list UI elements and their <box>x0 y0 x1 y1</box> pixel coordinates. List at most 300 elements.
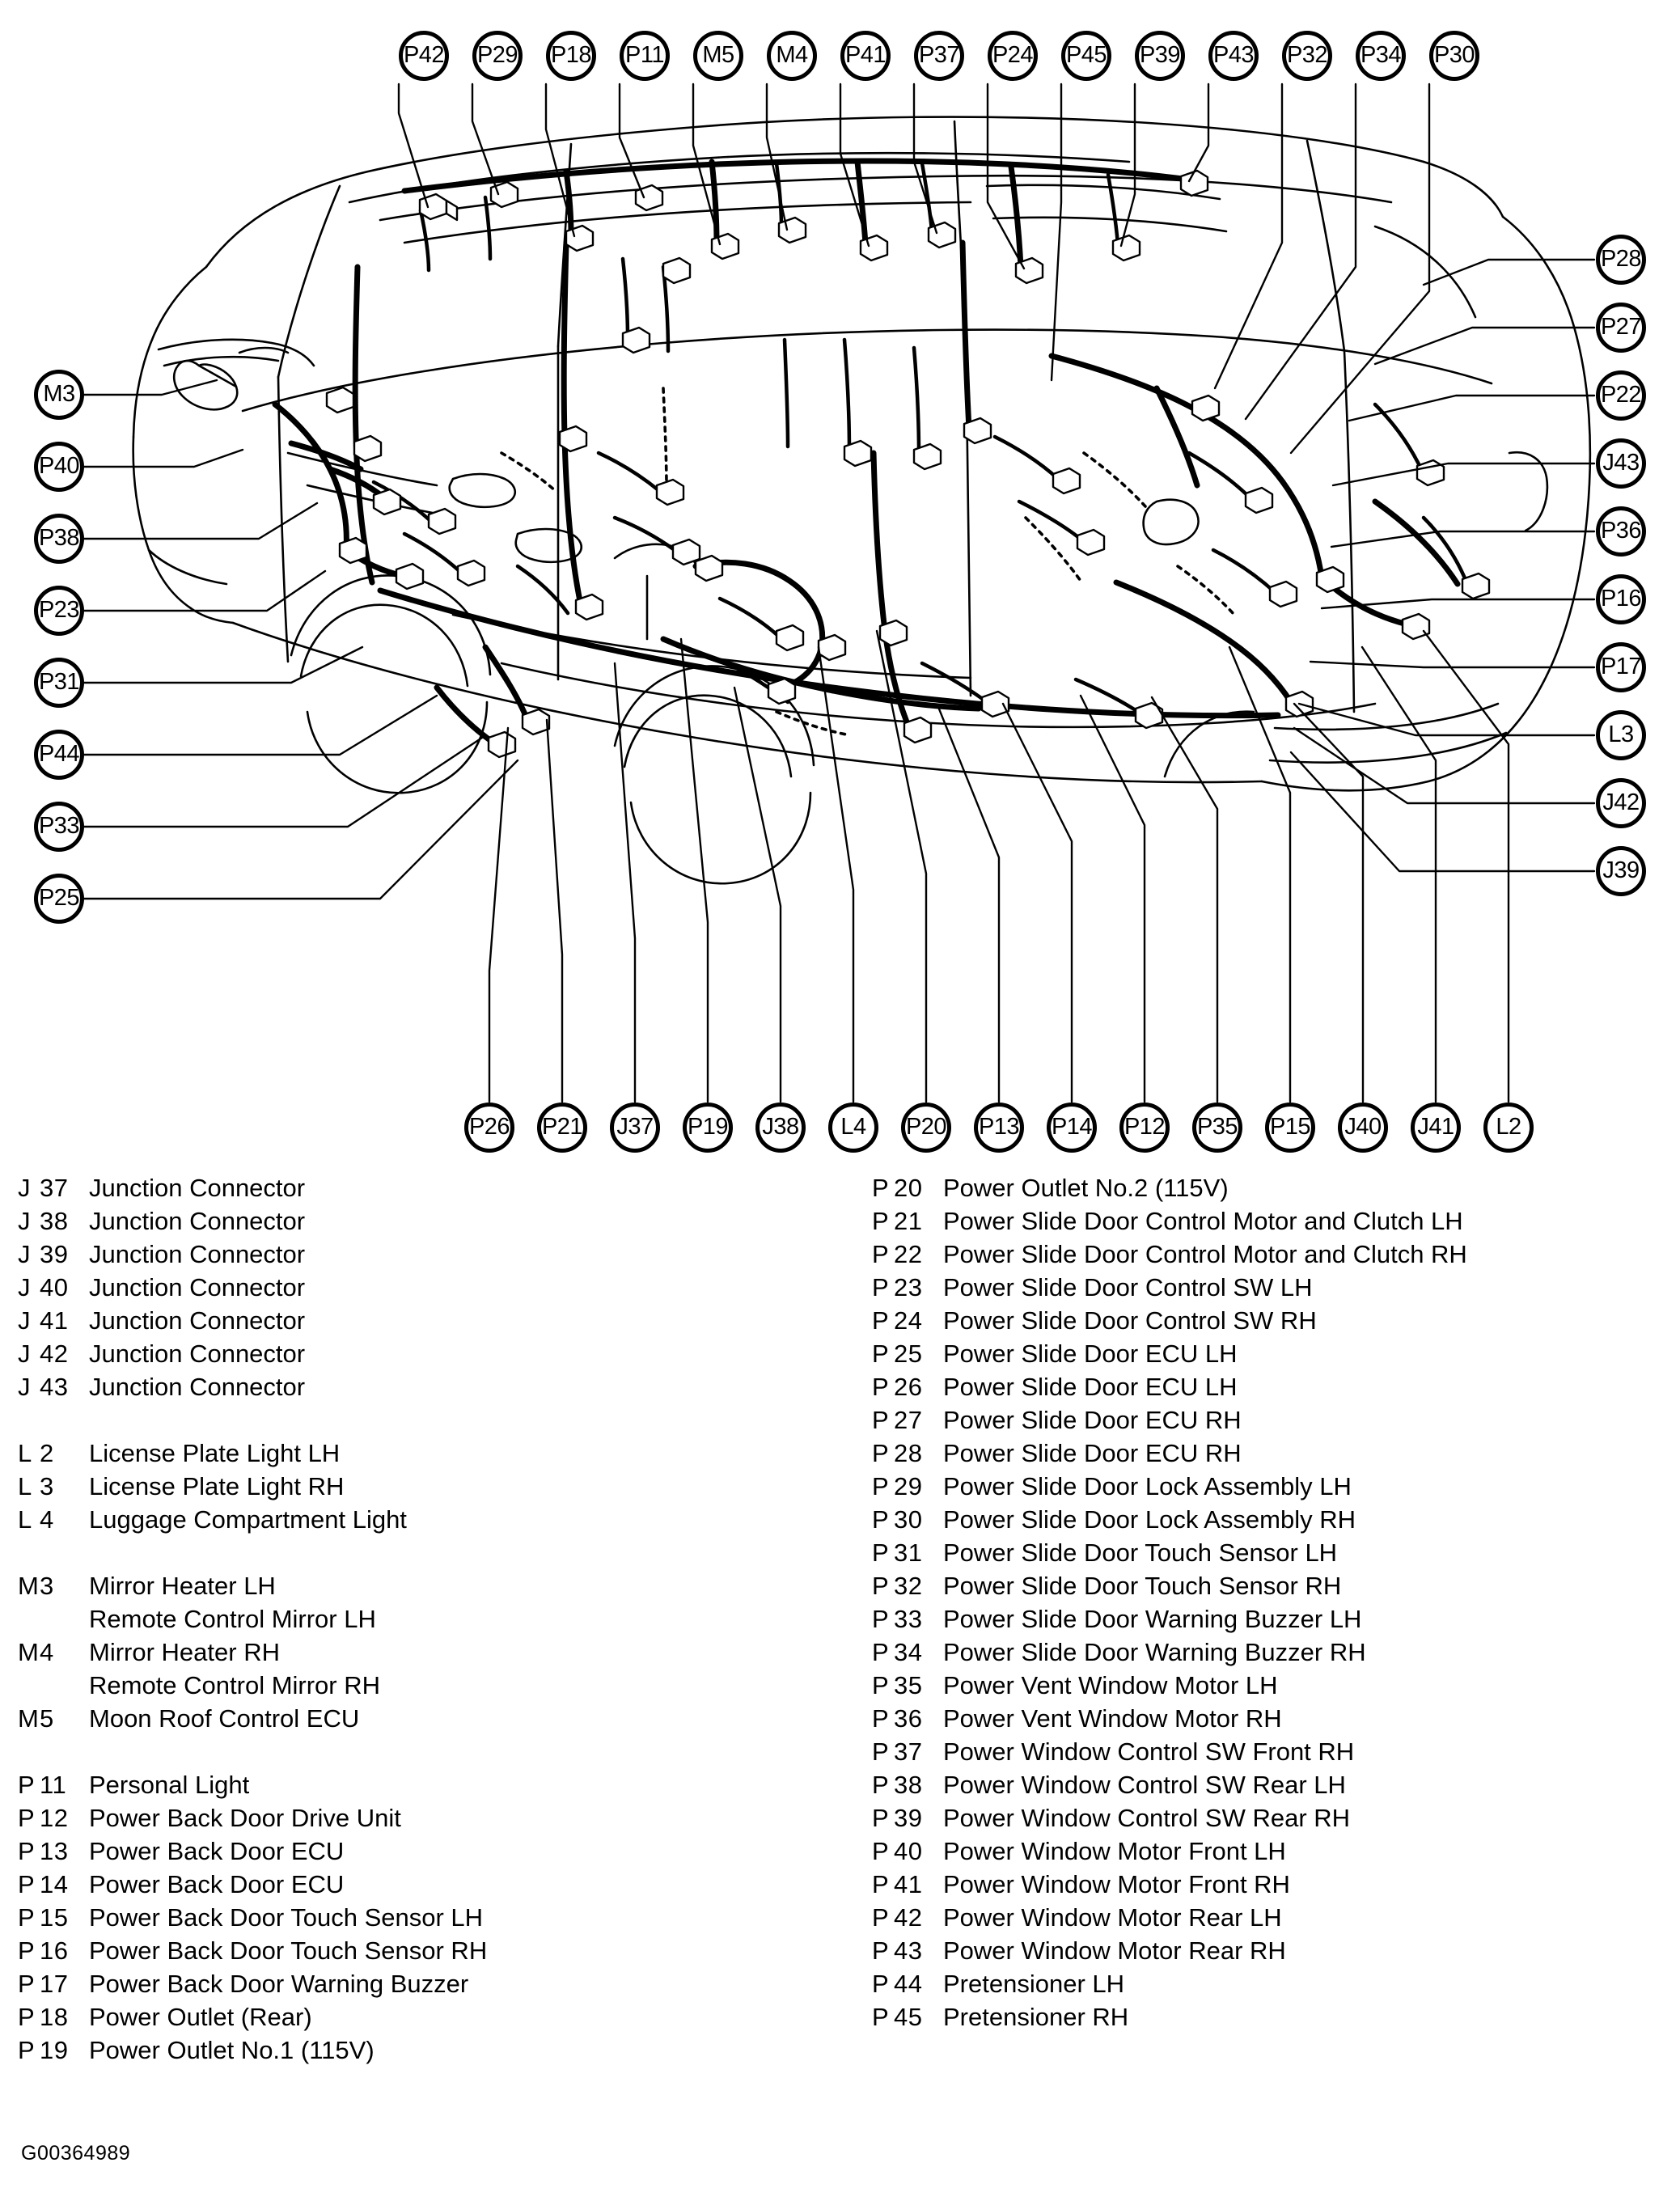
legend-code-letter: P <box>872 1472 890 1500</box>
legend-row <box>18 1801 843 1835</box>
legend-row-code <box>872 2000 943 2034</box>
callout-bubble-p44[interactable] <box>34 730 84 780</box>
legend-row-description: Pretensioner LH <box>943 1970 1125 1998</box>
document-code: G00364989 <box>21 2142 131 2165</box>
callout-bubble-label: M5 <box>702 41 734 68</box>
legend-code-letter: P <box>18 2003 36 2031</box>
legend-row-code <box>18 1370 89 1403</box>
legend-code-number: 11 <box>40 1771 67 1799</box>
callout-bubble-j43[interactable] <box>1596 438 1646 489</box>
legend-row <box>872 2000 1680 2034</box>
callout-bubble-label: J40 <box>1344 1113 1382 1140</box>
legend-row <box>18 1470 843 1503</box>
legend-row-description: License Plate Light RH <box>89 1472 345 1500</box>
legend-row-code <box>18 1437 89 1470</box>
legend-code-number: 27 <box>894 1406 923 1434</box>
legend-row <box>18 1702 843 1735</box>
callout-bubble-label: M4 <box>776 41 808 68</box>
legend-code-number: 37 <box>40 1174 69 1202</box>
callout-bubble-label: P25 <box>38 884 80 911</box>
callout-bubble-j37[interactable] <box>610 1102 660 1153</box>
callout-bubble-m5[interactable] <box>693 31 743 81</box>
legend-code-letter: P <box>18 1936 36 1965</box>
legend-row <box>872 1868 1680 1901</box>
legend-column-right <box>872 1171 1680 2034</box>
legend-row-code <box>18 1171 89 1204</box>
legend-code-letter: P <box>18 1870 36 1898</box>
legend-row <box>18 1238 843 1271</box>
callout-bubble-j39[interactable] <box>1596 846 1646 896</box>
callout-bubble-label: J38 <box>762 1113 799 1140</box>
legend-row-description: Remote Control Mirror RH <box>89 1671 381 1699</box>
legend-column-left <box>18 1171 843 2067</box>
legend-row-code <box>872 1370 943 1403</box>
legend-code-letter: P <box>872 1306 890 1335</box>
legend-row-description: Personal Light <box>89 1771 250 1799</box>
legend-code-number: 2 <box>40 1439 54 1467</box>
callout-bubble-p18[interactable] <box>546 31 596 81</box>
legend-code-letter: P <box>872 1572 890 1600</box>
legend-code-letter: P <box>872 1439 890 1467</box>
legend-row-code <box>872 1470 943 1503</box>
legend-code-number: 21 <box>894 1207 923 1235</box>
legend-row <box>18 1271 843 1304</box>
callout-bubble-label: P20 <box>905 1113 947 1140</box>
legend-row-description: Power Back Door Touch Sensor LH <box>89 1903 484 1932</box>
legend-row <box>18 1835 843 1868</box>
legend-code-number: 19 <box>40 2036 69 2064</box>
legend-code-letter: P <box>872 1538 890 1567</box>
legend-code-letter: J <box>18 1306 31 1335</box>
legend-row-code <box>872 1304 943 1337</box>
legend-row-code <box>872 1702 943 1735</box>
legend-row <box>872 1470 1680 1503</box>
legend-code-number: 26 <box>894 1373 923 1401</box>
legend-row-code <box>18 1337 89 1370</box>
legend-code-number: 41 <box>894 1870 923 1898</box>
legend-row-code <box>872 1801 943 1835</box>
legend-row <box>18 1636 843 1669</box>
legend-row-code <box>872 1238 943 1271</box>
legend-row-code <box>18 1636 89 1669</box>
legend-code-number: 34 <box>894 1638 923 1666</box>
legend-row <box>872 1835 1680 1868</box>
callout-bubble-label: P11 <box>625 41 664 68</box>
legend-spacer <box>18 1735 843 1768</box>
callout-bubble-p13[interactable] <box>974 1102 1024 1153</box>
legend-row <box>872 1403 1680 1437</box>
legend-row-code <box>18 1967 89 2000</box>
legend-code-letter: J <box>18 1240 31 1268</box>
callout-bubble-p24[interactable] <box>988 31 1038 81</box>
legend-row-code <box>872 1669 943 1702</box>
legend-spacer <box>18 1403 843 1437</box>
legend-row-code <box>872 1868 943 1901</box>
callout-bubble-p30[interactable] <box>1429 31 1479 81</box>
legend-code-number: 41 <box>40 1306 69 1335</box>
callout-bubble-j38[interactable] <box>755 1102 806 1153</box>
legend-code-number: 25 <box>894 1340 923 1368</box>
legend-code-letter: P <box>872 1671 890 1699</box>
legend-row-description: Pretensioner RH <box>943 2003 1129 2031</box>
legend-row-code <box>872 1536 943 1569</box>
legend-code-number: 5 <box>40 1704 54 1733</box>
legend-row-description: Remote Control Mirror LH <box>89 1605 376 1633</box>
legend-row-code <box>18 2034 89 2067</box>
legend-row-code <box>18 1470 89 1503</box>
legend-code-number: 18 <box>40 2003 69 2031</box>
callout-bubble-label: P37 <box>918 41 960 68</box>
legend-row-description: Power Window Control SW Rear LH <box>943 1771 1346 1799</box>
legend-code-letter: P <box>872 1638 890 1666</box>
callout-bubble-label: P18 <box>550 41 592 68</box>
legend-row-code <box>872 1569 943 1602</box>
callout-bubble-p23[interactable] <box>34 586 84 636</box>
legend-row-description: Power Back Door ECU <box>89 1837 345 1865</box>
callout-bubble-p36[interactable] <box>1596 506 1646 557</box>
legend-row-description: Power Slide Door Lock Assembly LH <box>943 1472 1352 1500</box>
legend-code-letter: J <box>18 1373 31 1401</box>
legend-code-number: 13 <box>40 1837 69 1865</box>
legend-code-number: 31 <box>894 1538 923 1567</box>
callout-bubble-label: J41 <box>1417 1113 1454 1140</box>
legend-row <box>872 1934 1680 1967</box>
legend-row <box>872 1636 1680 1669</box>
legend-row-description: Mirror Heater LH <box>89 1572 276 1600</box>
legend-row-description: Power Back Door Drive Unit <box>89 1804 401 1832</box>
legend-code-letter: P <box>872 1240 890 1268</box>
legend-row-description: Power Outlet (Rear) <box>89 2003 312 2031</box>
legend-row-code <box>18 1835 89 1868</box>
callout-bubble-p19[interactable] <box>683 1102 733 1153</box>
legend-row <box>872 1271 1680 1304</box>
legend-row <box>18 1602 843 1636</box>
legend-row-description: Power Window Motor Rear RH <box>943 1936 1286 1965</box>
legend-code-number: 40 <box>894 1837 923 1865</box>
legend-row-description: Luggage Compartment Light <box>89 1505 407 1534</box>
callout-bubble-label: P44 <box>38 740 80 767</box>
legend-code-number: 36 <box>894 1704 923 1733</box>
legend-row <box>872 1238 1680 1271</box>
legend-code-letter: P <box>872 1936 890 1965</box>
legend-row <box>872 1304 1680 1337</box>
callout-bubble-label: P30 <box>1433 41 1475 68</box>
legend-row-code <box>872 1768 943 1801</box>
legend-row <box>18 1934 843 1967</box>
legend-row-description: Power Slide Door Control Motor and Clutch RH <box>943 1240 1467 1268</box>
legend-row-description: Power Window Control SW Rear RH <box>943 1804 1351 1832</box>
legend-row <box>18 1669 843 1702</box>
callout-bubble-p14[interactable] <box>1047 1102 1097 1153</box>
legend-row-code <box>872 1171 943 1204</box>
legend-row <box>18 1171 843 1204</box>
callout-bubble-label: P41 <box>844 41 887 68</box>
legend-row-description: Power Back Door Touch Sensor RH <box>89 1936 488 1965</box>
legend-code-number: 44 <box>894 1970 923 1998</box>
legend-row <box>872 1967 1680 2000</box>
legend-row-description: Power Slide Door ECU RH <box>943 1439 1242 1467</box>
legend-code-letter: J <box>18 1273 31 1301</box>
legend-row-description: Power Outlet No.2 (115V) <box>943 1174 1229 1202</box>
callout-bubble-label: P29 <box>476 41 518 68</box>
callout-bubble-label: P23 <box>38 596 80 623</box>
callout-bubble-l3[interactable] <box>1596 710 1646 760</box>
legend-row-code <box>872 1271 943 1304</box>
legend-row-code <box>18 1934 89 1967</box>
legend-row <box>18 1337 843 1370</box>
legend-row-description: Power Slide Door Warning Buzzer LH <box>943 1605 1362 1633</box>
callout-bubble-label: P31 <box>38 668 80 695</box>
legend-code-letter: P <box>872 1340 890 1368</box>
callout-bubble-label: J37 <box>616 1113 654 1140</box>
legend-code-letter: J <box>18 1174 31 1202</box>
legend-row-description: Junction Connector <box>89 1306 306 1335</box>
callout-bubble-p42[interactable] <box>399 31 449 81</box>
legend-code-number: 30 <box>894 1505 923 1534</box>
legend-code-letter: P <box>18 1771 36 1799</box>
legend-code-number: 14 <box>40 1870 69 1898</box>
legend-code-number: 39 <box>40 1240 69 1268</box>
callout-bubble-label: P32 <box>1286 41 1328 68</box>
legend-row-code <box>18 1238 89 1271</box>
component-legend <box>0 1171 1680 2174</box>
callout-bubble-label: P13 <box>978 1113 1020 1140</box>
callout-bubble-l2[interactable] <box>1483 1102 1534 1153</box>
callout-bubble-label: P22 <box>1600 381 1642 408</box>
legend-row-code <box>18 1503 89 1536</box>
legend-row-code <box>872 1735 943 1768</box>
legend-code-number: 35 <box>894 1671 923 1699</box>
legend-row <box>18 1569 843 1602</box>
legend-row-description: Power Slide Door ECU RH <box>943 1406 1242 1434</box>
legend-row-description: Junction Connector <box>89 1373 306 1401</box>
legend-code-number: 43 <box>40 1373 69 1401</box>
legend-code-letter: P <box>872 1605 890 1633</box>
callout-bubble-p26[interactable] <box>464 1102 514 1153</box>
callout-bubble-label: P40 <box>38 452 80 479</box>
legend-row-description: Power Window Motor Rear LH <box>943 1903 1282 1932</box>
legend-row <box>18 1370 843 1403</box>
legend-row-description: Power Window Motor Front RH <box>943 1870 1290 1898</box>
legend-code-letter: J <box>18 1207 31 1235</box>
legend-row-code <box>18 1801 89 1835</box>
legend-row-code <box>872 1636 943 1669</box>
legend-code-number: 15 <box>40 1903 69 1932</box>
callout-bubble-label: P38 <box>38 524 80 551</box>
legend-row <box>872 1171 1680 1204</box>
callout-bubble-p20[interactable] <box>901 1102 951 1153</box>
legend-row <box>872 1602 1680 1636</box>
legend-row-code <box>18 1868 89 1901</box>
legend-row-description: Power Outlet No.1 (115V) <box>89 2036 375 2064</box>
legend-code-letter: P <box>872 1903 890 1932</box>
legend-code-number: 3 <box>40 1572 54 1600</box>
legend-row-code <box>18 1702 89 1735</box>
legend-row <box>872 1669 1680 1702</box>
legend-row <box>872 1204 1680 1238</box>
legend-row <box>18 1768 843 1801</box>
legend-code-letter: P <box>872 2003 890 2031</box>
legend-code-number: 33 <box>894 1605 923 1633</box>
callout-bubble-label: P35 <box>1196 1113 1238 1140</box>
legend-code-number: 43 <box>894 1936 923 1965</box>
callout-bubble-m4[interactable] <box>767 31 817 81</box>
callout-bubble-label: M3 <box>43 380 75 407</box>
legend-code-letter: P <box>872 1406 890 1434</box>
callout-bubble-p28[interactable] <box>1596 235 1646 285</box>
legend-code-number: 42 <box>894 1903 923 1932</box>
callout-bubble-label: P15 <box>1269 1113 1311 1140</box>
callout-bubble-p21[interactable] <box>537 1102 587 1153</box>
legend-code-number: 22 <box>894 1240 923 1268</box>
legend-code-number: 24 <box>894 1306 923 1335</box>
callout-bubble-p45[interactable] <box>1061 31 1111 81</box>
legend-row-description: Power Slide Door ECU LH <box>943 1373 1238 1401</box>
legend-row <box>872 1801 1680 1835</box>
legend-code-letter: P <box>872 1870 890 1898</box>
callout-bubble-label: L2 <box>1496 1113 1521 1140</box>
legend-row-code <box>872 1967 943 2000</box>
callout-bubble-label: L3 <box>1608 721 1634 747</box>
legend-code-number: 42 <box>40 1340 69 1368</box>
legend-row-code <box>872 1901 943 1934</box>
legend-row-code <box>872 1602 943 1636</box>
legend-code-number: 17 <box>40 1970 69 1998</box>
callout-bubble-p22[interactable] <box>1596 370 1646 421</box>
legend-row-description: Power Slide Door Touch Sensor LH <box>943 1538 1338 1567</box>
legend-code-number: 23 <box>894 1273 923 1301</box>
legend-row-description: Junction Connector <box>89 1240 306 1268</box>
legend-code-letter: L <box>18 1472 32 1500</box>
callout-bubble-label: P28 <box>1600 245 1642 272</box>
callout-bubble-j40[interactable] <box>1338 1102 1388 1153</box>
legend-row <box>18 1901 843 1934</box>
legend-row-description: Power Slide Door Control SW LH <box>943 1273 1313 1301</box>
legend-row-code <box>872 1835 943 1868</box>
legend-row-code <box>18 2000 89 2034</box>
legend-row <box>18 1967 843 2000</box>
legend-code-number: 39 <box>894 1804 923 1832</box>
legend-row-description: Power Window Control SW Front RH <box>943 1737 1355 1766</box>
legend-row-description: Junction Connector <box>89 1273 306 1301</box>
callout-bubble-p25[interactable] <box>34 874 84 924</box>
legend-row-description: Power Slide Door Control SW RH <box>943 1306 1317 1335</box>
callout-bubble-m3[interactable] <box>34 370 84 420</box>
callout-bubble-label: J43 <box>1602 449 1640 476</box>
callout-bubble-label: P33 <box>38 812 80 839</box>
legend-code-letter: P <box>872 1373 890 1401</box>
callout-bubble-p12[interactable] <box>1119 1102 1170 1153</box>
legend-row <box>18 1304 843 1337</box>
callout-bubble-l4[interactable] <box>828 1102 878 1153</box>
callout-bubble-p17[interactable] <box>1596 642 1646 692</box>
legend-code-letter: P <box>872 1771 890 1799</box>
legend-code-letter: P <box>872 1273 890 1301</box>
callout-bubble-p15[interactable] <box>1265 1102 1315 1153</box>
callout-bubble-label: P45 <box>1065 41 1107 68</box>
callout-bubble-j42[interactable] <box>1596 778 1646 828</box>
legend-code-letter: L <box>18 1505 32 1534</box>
legend-code-letter: J <box>18 1340 31 1368</box>
legend-code-letter: P <box>872 1704 890 1733</box>
callout-bubble-p33[interactable] <box>34 802 84 852</box>
callout-bubble-p39[interactable] <box>1135 31 1185 81</box>
legend-row-description: Junction Connector <box>89 1174 306 1202</box>
callout-bubble-label: P27 <box>1600 313 1642 340</box>
callout-bubble-label: P34 <box>1360 41 1402 68</box>
callout-bubble-label: P21 <box>541 1113 583 1140</box>
legend-code-number: 3 <box>40 1472 54 1500</box>
callout-bubble-label: P26 <box>468 1113 510 1140</box>
legend-row <box>18 2034 843 2067</box>
callout-bubble-p27[interactable] <box>1596 303 1646 353</box>
callout-bubble-p34[interactable] <box>1356 31 1406 81</box>
legend-code-number: 20 <box>894 1174 923 1202</box>
legend-code-number: 32 <box>894 1572 923 1600</box>
legend-row <box>872 1569 1680 1602</box>
callout-bubble-p16[interactable] <box>1596 574 1646 624</box>
callout-bubble-p11[interactable] <box>620 31 670 81</box>
callout-bubble-p37[interactable] <box>914 31 964 81</box>
legend-row-code <box>872 1503 943 1536</box>
legend-row-code <box>18 1204 89 1238</box>
legend-code-number: 40 <box>40 1273 69 1301</box>
legend-code-letter: P <box>872 1505 890 1534</box>
legend-row <box>872 1768 1680 1801</box>
legend-row-code <box>18 1569 89 1602</box>
callout-bubble-label: P19 <box>687 1113 729 1140</box>
legend-row-code <box>872 1337 943 1370</box>
legend-row <box>18 1868 843 1901</box>
legend-code-number: 4 <box>40 1638 54 1666</box>
callout-bubble-j41[interactable] <box>1411 1102 1461 1153</box>
callout-bubble-p38[interactable] <box>34 514 84 564</box>
legend-row <box>18 1204 843 1238</box>
legend-row-description: Power Slide Door Warning Buzzer RH <box>943 1638 1366 1666</box>
callout-bubble-label: P36 <box>1600 517 1642 544</box>
legend-row-description: Mirror Heater RH <box>89 1638 280 1666</box>
legend-row <box>872 1437 1680 1470</box>
legend-row-description: Power Back Door ECU <box>89 1870 345 1898</box>
callout-bubble-p41[interactable] <box>840 31 891 81</box>
legend-row <box>872 1735 1680 1768</box>
legend-code-letter: P <box>872 1804 890 1832</box>
callout-bubble-p31[interactable] <box>34 658 84 708</box>
callout-bubble-p40[interactable] <box>34 442 84 492</box>
legend-code-letter: L <box>18 1439 32 1467</box>
legend-row-description: Junction Connector <box>89 1340 306 1368</box>
legend-code-letter: M <box>18 1704 40 1733</box>
callout-bubble-p35[interactable] <box>1192 1102 1242 1153</box>
legend-spacer <box>18 1536 843 1569</box>
legend-row <box>18 1437 843 1470</box>
legend-code-letter: P <box>872 1737 890 1766</box>
callout-bubble-p43[interactable] <box>1208 31 1259 81</box>
callout-bubble-p29[interactable] <box>472 31 523 81</box>
callout-bubble-p32[interactable] <box>1282 31 1332 81</box>
legend-code-letter: P <box>18 1903 36 1932</box>
legend-code-letter: P <box>18 2036 36 2064</box>
callout-bubble-label: P12 <box>1124 1113 1166 1140</box>
legend-code-number: 12 <box>40 1804 69 1832</box>
legend-row-code <box>18 1768 89 1801</box>
legend-row-description: Power Vent Window Motor RH <box>943 1704 1282 1733</box>
legend-code-letter: P <box>18 1804 36 1832</box>
callout-bubble-label: P39 <box>1139 41 1181 68</box>
legend-row <box>872 1901 1680 1934</box>
callout-bubble-label: J39 <box>1602 857 1640 883</box>
callout-bubble-label: P14 <box>1051 1113 1093 1140</box>
